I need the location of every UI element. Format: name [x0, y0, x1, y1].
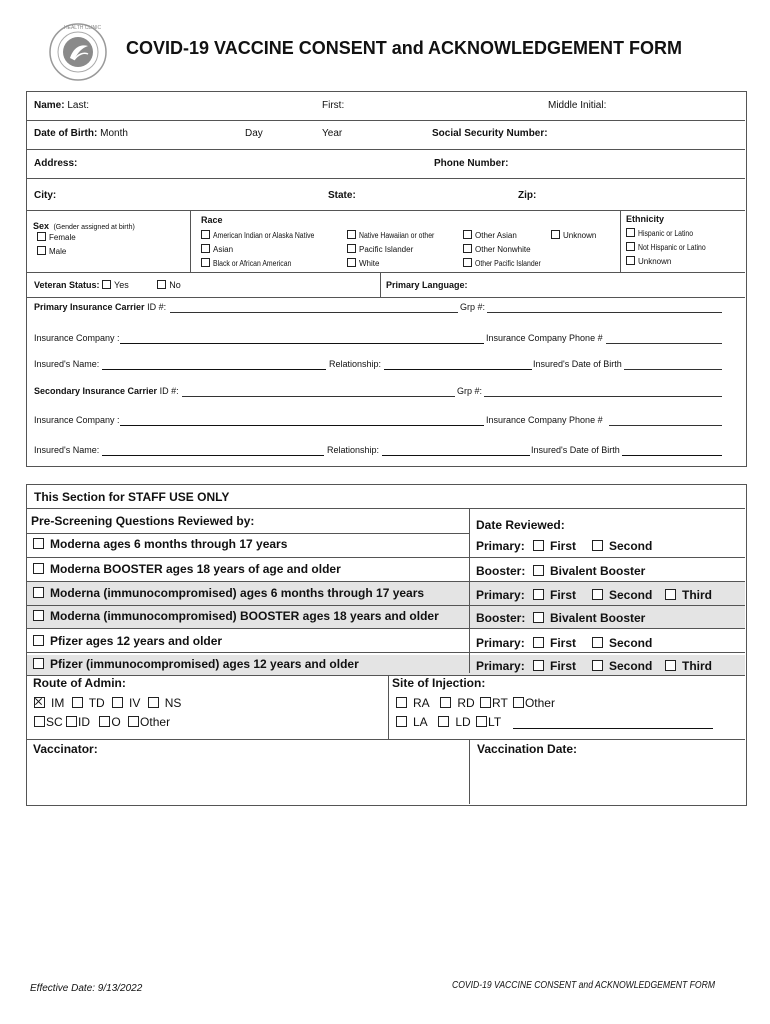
- checkbox[interactable]: [33, 635, 44, 646]
- middle-initial-field[interactable]: Middle Initial:: [548, 100, 607, 111]
- route-ns-option[interactable]: NS: [148, 696, 182, 710]
- ethnicity-not-hispanic[interactable]: Not Hispanic or Latino: [626, 242, 717, 252]
- dob-day-field[interactable]: Day: [245, 128, 263, 139]
- primary-grp-field[interactable]: Grp #:: [460, 302, 486, 312]
- last-name-field[interactable]: Last:: [67, 100, 90, 111]
- race-pacific-islander[interactable]: Pacific Islander: [347, 244, 413, 254]
- vaccine-label: Pfizer (immunocompromised) ages 12 years and older: [50, 657, 359, 671]
- veteran-yes-option[interactable]: Yes: [102, 280, 129, 290]
- site-other-line[interactable]: [513, 728, 713, 729]
- primary-id-field[interactable]: ID #:: [147, 302, 167, 312]
- site-row-2: [396, 715, 501, 729]
- vaccine-row-1[interactable]: [33, 537, 287, 551]
- staff-header: This Section for STAFF USE ONLY: [34, 490, 230, 504]
- clinic-logo: [48, 22, 108, 82]
- secondary-insured-name-field[interactable]: Insured's Name:: [34, 445, 100, 455]
- route-other-option[interactable]: Other: [128, 715, 170, 729]
- checkbox[interactable]: [33, 658, 44, 669]
- logo-text: HEALTH CLINIC: [64, 25, 102, 31]
- secondary-id-field[interactable]: ID #:: [159, 386, 179, 396]
- city-field[interactable]: City:: [34, 190, 57, 201]
- dose-kind-label: Primary:: [476, 539, 525, 553]
- race-other-nonwhite[interactable]: Other Nonwhite: [463, 244, 531, 254]
- race-label: Race: [201, 215, 223, 225]
- race-other-pacific[interactable]: Other Pacific Islander: [463, 258, 551, 268]
- vaccine-row-6[interactable]: [33, 657, 359, 671]
- checkbox[interactable]: [37, 232, 46, 241]
- sex-label: Sex: [33, 221, 50, 231]
- route-iv-option[interactable]: IV: [112, 696, 140, 710]
- vaccine-label: Pfizer ages 12 years and older: [50, 634, 223, 648]
- dose-option-bivalent-booster[interactable]: Bivalent Booster: [533, 611, 645, 625]
- dose-option-first[interactable]: First: [533, 659, 576, 673]
- dose-option-first[interactable]: First: [533, 539, 576, 553]
- vaccine-label: Moderna (immunocompromised) ages 6 months through 17 years: [50, 586, 425, 600]
- site-other-option[interactable]: Other: [513, 696, 555, 710]
- vaccine-row-2[interactable]: [33, 562, 341, 576]
- date-reviewed-field[interactable]: Date Reviewed:: [476, 518, 565, 532]
- route-id-option[interactable]: ID: [66, 715, 90, 729]
- ssn-field[interactable]: Social Security Number:: [432, 128, 548, 139]
- footer-form-name: COVID-19 VACCINE CONSENT and ACKNOWLEDGEMENT FORM: [452, 980, 715, 991]
- vaccination-date-field[interactable]: Vaccination Date:: [477, 742, 578, 756]
- route-label: Route of Admin:: [33, 676, 126, 690]
- prescreen-reviewed-by[interactable]: Pre-Screening Questions Reviewed by:: [31, 514, 255, 528]
- site-la-option[interactable]: LA: [396, 715, 427, 729]
- sex-note: (Gender assigned at birth): [53, 224, 135, 231]
- veteran-no-option[interactable]: No: [157, 280, 181, 290]
- dose-option-second[interactable]: Second: [592, 636, 652, 650]
- vaccine-row-4[interactable]: [33, 609, 439, 623]
- effective-date: Effective Date: 9/13/2022: [30, 983, 143, 994]
- zip-field[interactable]: Zip:: [518, 190, 537, 201]
- secondary-insured-dob-field[interactable]: Insured's Date of Birth: [531, 445, 620, 455]
- veteran-label: Veteran Status:: [34, 280, 100, 290]
- site-ra-option[interactable]: RA: [396, 696, 429, 710]
- site-lt-option[interactable]: LT: [476, 715, 501, 729]
- vaccine-row-5[interactable]: [33, 634, 222, 648]
- dose-option-third[interactable]: Third: [665, 588, 712, 602]
- race-american-indian[interactable]: American Indian or Alaska Native: [201, 230, 331, 240]
- route-o-option[interactable]: O: [99, 715, 120, 729]
- route-sc-option[interactable]: SC: [34, 715, 63, 729]
- ethnicity-label: Ethnicity: [626, 214, 665, 224]
- first-name-field[interactable]: First:: [322, 100, 345, 111]
- vaccine-label: Moderna (immunocompromised) BOOSTER ages 18 years and older: [50, 609, 439, 623]
- site-ld-option[interactable]: LD: [438, 715, 470, 729]
- dose-option-bivalent-booster[interactable]: Bivalent Booster: [533, 564, 645, 578]
- ethnicity-unknown[interactable]: Unknown: [626, 256, 671, 266]
- vaccine-label: Moderna BOOSTER ages 18 years of age and older: [50, 562, 341, 576]
- primary-insured-dob-field[interactable]: Insured's Date of Birth: [533, 359, 622, 369]
- site-rt-option[interactable]: RT: [480, 696, 508, 710]
- primary-insured-name-field[interactable]: Insured's Name:: [34, 359, 100, 369]
- ethnicity-hispanic[interactable]: Hispanic or Latino: [626, 228, 702, 238]
- route-row-1: [34, 696, 181, 710]
- secondary-grp-field[interactable]: Grp #:: [457, 386, 483, 396]
- race-native-hawaiian[interactable]: Native Hawaiian or other: [347, 230, 447, 240]
- secondary-insurance-label: Secondary Insurance Carrier: [34, 386, 158, 396]
- page-title: COVID-19 VACCINE CONSENT and ACKNOWLEDGEMENT FORM: [126, 38, 683, 58]
- secondary-company-phone-field[interactable]: Insurance Company Phone #: [486, 415, 603, 425]
- secondary-company-field[interactable]: Insurance Company :: [34, 415, 120, 425]
- phone-field[interactable]: Phone Number:: [434, 158, 509, 169]
- address-field[interactable]: Address:: [34, 158, 78, 169]
- primary-relationship-field[interactable]: Relationship:: [329, 359, 382, 369]
- dose-option-second[interactable]: Second: [592, 539, 652, 553]
- dose-option-first[interactable]: First: [533, 636, 576, 650]
- checkbox[interactable]: [33, 587, 44, 598]
- name-label: Name:: [34, 100, 65, 111]
- race-other-asian[interactable]: Other Asian: [463, 230, 517, 240]
- route-row-2: [34, 715, 170, 729]
- race-black[interactable]: Black or African American: [201, 258, 304, 268]
- dob-month-field[interactable]: Month: [100, 128, 128, 139]
- dose-option-first[interactable]: First: [533, 588, 576, 602]
- patient-info-section: [26, 91, 747, 467]
- primary-insurance-label: Primary Insurance Carrier: [34, 302, 145, 312]
- dob-label: Date of Birth:: [34, 128, 98, 139]
- checkbox[interactable]: [37, 246, 46, 255]
- site-label: Site of Injection:: [392, 676, 486, 690]
- site-row-1: [396, 696, 555, 710]
- dose-kind-label: Primary:: [476, 659, 525, 673]
- primary-language-field[interactable]: Primary Language:: [386, 280, 468, 290]
- checkbox[interactable]: [33, 610, 44, 621]
- secondary-relationship-field[interactable]: Relationship:: [327, 445, 380, 455]
- route-im-option[interactable]: IM: [34, 696, 64, 710]
- dose-option-third[interactable]: Third: [665, 659, 712, 673]
- checkbox[interactable]: [33, 563, 44, 574]
- race-asian[interactable]: Asian: [201, 244, 233, 254]
- dose-kind-label: Booster:: [476, 611, 526, 625]
- primary-company-phone-field[interactable]: Insurance Company Phone #: [486, 333, 603, 343]
- dose-kind-label: Primary:: [476, 636, 525, 650]
- dose-kind-label: Booster:: [476, 564, 526, 578]
- dob-year-field[interactable]: Year: [322, 128, 343, 139]
- route-td-option[interactable]: TD: [72, 696, 105, 710]
- vaccine-row-3[interactable]: [33, 586, 424, 600]
- sex-female-option[interactable]: Female: [37, 232, 76, 242]
- sex-male-option[interactable]: Male: [37, 246, 66, 256]
- dose-option-second[interactable]: Second: [592, 659, 652, 673]
- vaccine-label: Moderna ages 6 months through 17 years: [50, 537, 288, 551]
- state-field[interactable]: State:: [328, 190, 356, 201]
- dose-option-second[interactable]: Second: [592, 588, 652, 602]
- checkbox[interactable]: [33, 538, 44, 549]
- race-unknown[interactable]: Unknown: [551, 230, 596, 240]
- race-white[interactable]: White: [347, 258, 379, 268]
- primary-company-field[interactable]: Insurance Company :: [34, 333, 120, 343]
- dose-kind-label: Primary:: [476, 588, 525, 602]
- vaccinator-field[interactable]: Vaccinator:: [33, 742, 98, 756]
- site-rd-option[interactable]: RD: [440, 696, 474, 710]
